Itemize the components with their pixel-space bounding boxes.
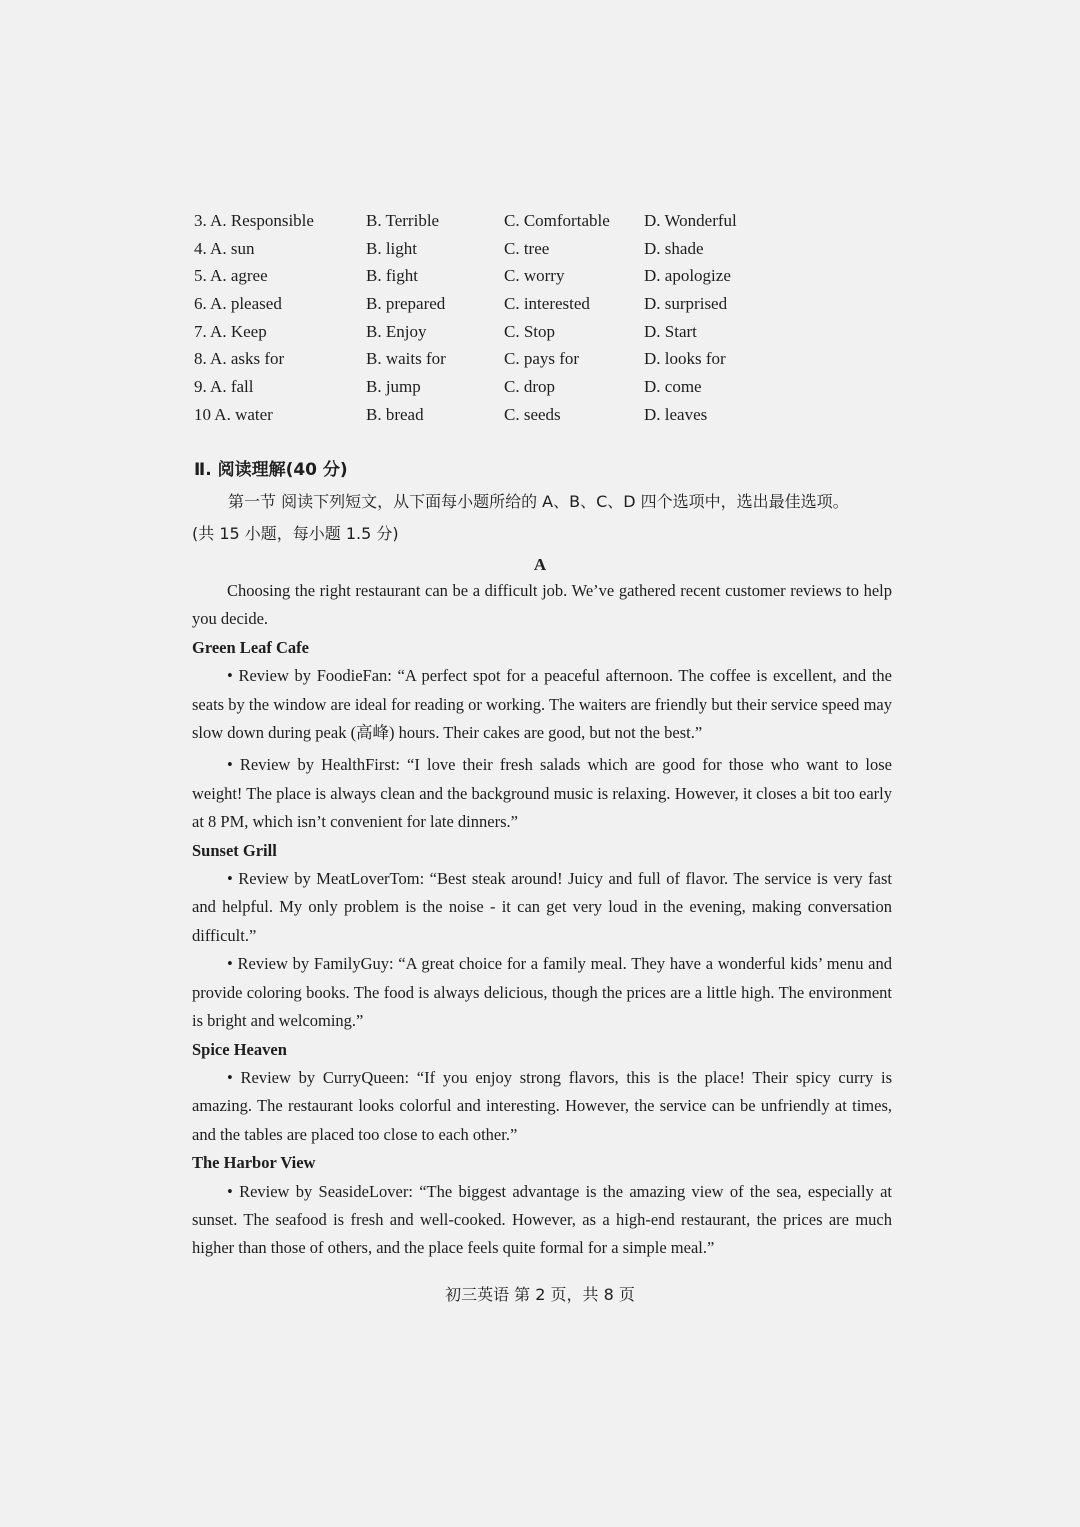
restaurant-name: Green Leaf Cafe xyxy=(192,637,309,657)
option-d: D. leaves xyxy=(644,404,708,424)
option-a: 10 A. water xyxy=(194,404,273,424)
option-d: D. shade xyxy=(644,238,704,258)
restaurant-name: Sunset Grill xyxy=(192,840,277,860)
option-a: 7. A. Keep xyxy=(194,321,267,341)
option-b: B. waits for xyxy=(366,349,446,369)
restaurant-name: The Harbor View xyxy=(192,1153,316,1173)
option-c: C. seeds xyxy=(504,404,561,424)
review-text: • Review by FoodieFan: “A perfect spot for a peaceful afternoon. The coffee is excellent, and the seats by the window are ideal for reading or working. The waiters are friendly but their service speed may slow down during peak (高峰) hours. Their cakes are good, but not the best.” xyxy=(192,666,892,743)
option-d: D. come xyxy=(644,377,702,397)
review-text: • Review by MeatLoverTom: “Best steak around! Juicy and full of flavor. The service is very fast and helpful. My only problem is the noise - it can get very loud in the evening, making conversation difficult.” xyxy=(192,869,892,945)
option-a: 9. A. fall xyxy=(194,377,254,397)
section-instructions xyxy=(192,486,892,550)
option-d: D. apologize xyxy=(644,266,731,286)
option-b: B. fight xyxy=(366,266,418,286)
option-a: 4. A. sun xyxy=(194,238,255,258)
passage-letter: A xyxy=(533,555,547,574)
option-a: 5. A. agree xyxy=(194,266,268,286)
passage-body xyxy=(192,577,892,1263)
instruction-line: 第一节 阅读下列短文，从下面每小题所给的 A、B、C、D 四个选项中，选出最佳选项。 xyxy=(228,492,849,511)
section-title: Ⅱ. 阅读理解(40 分) xyxy=(194,460,348,480)
review-text: • Review by HealthFirst: “I love their fresh salads which are good for those who want to lose weight! The place is always clean and the background music is relaxing. However, it closes a bit too early at 8 PM, which isn’t convenient for late dinners.” xyxy=(192,755,892,832)
option-b: B. Terrible xyxy=(366,211,440,230)
page-footer: 初三英语 第 2 页，共 8 页 xyxy=(445,1285,635,1304)
option-b: B. bread xyxy=(366,404,424,424)
option-c: C. worry xyxy=(504,266,565,286)
option-a: 3. A. Responsible xyxy=(194,211,314,230)
option-c: C. drop xyxy=(504,377,555,397)
option-b: B. jump xyxy=(366,377,421,397)
option-c: C. tree xyxy=(504,238,550,258)
option-c: C. pays for xyxy=(504,349,580,369)
passage-intro: Choosing the right restaurant can be a difficult job. We’ve gathered recent customer reviews to help you decide. xyxy=(192,581,892,629)
option-c: C. interested xyxy=(504,294,590,314)
option-d: D. looks for xyxy=(644,349,726,369)
review-text: • Review by SeasideLover: “The biggest advantage is the amazing view of the sea, especially at sunset. The seafood is fresh and well-cooked. However, as a high-end restaurant, the prices are much higher than those of others, and the place feels quite formal for a simple meal.” xyxy=(192,1181,892,1258)
option-b: B. prepared xyxy=(366,294,446,314)
instruction-line: (共 15 小题，每小题 1.5 分) xyxy=(192,524,399,543)
option-d: D. surprised xyxy=(644,294,728,314)
option-a: 6. A. pleased xyxy=(194,294,282,314)
option-d: D. Wonderful xyxy=(644,211,737,230)
option-d: D. Start xyxy=(644,321,697,341)
option-a: 8. A. asks for xyxy=(194,349,285,369)
restaurant-name: Spice Heaven xyxy=(192,1039,287,1059)
review-text: • Review by FamilyGuy: “A great choice for a family meal. They have a wonderful kids’ menu and provide coloring books. The food is always delicious, though the prices are a little high. The environment is bright and welcoming.” xyxy=(192,954,892,1031)
option-c: C. Comfortable xyxy=(504,211,610,230)
option-b: B. light xyxy=(366,238,418,258)
option-b: B. Enjoy xyxy=(366,321,427,341)
review-text: • Review by CurryQueen: “If you enjoy strong flavors, this is the place! Their spicy curry is amazing. The restaurant looks colorful and interesting. However, the service can be unfriendly at times, and the tables are placed too close to each other.” xyxy=(192,1067,892,1144)
option-c: C. Stop xyxy=(504,321,556,341)
